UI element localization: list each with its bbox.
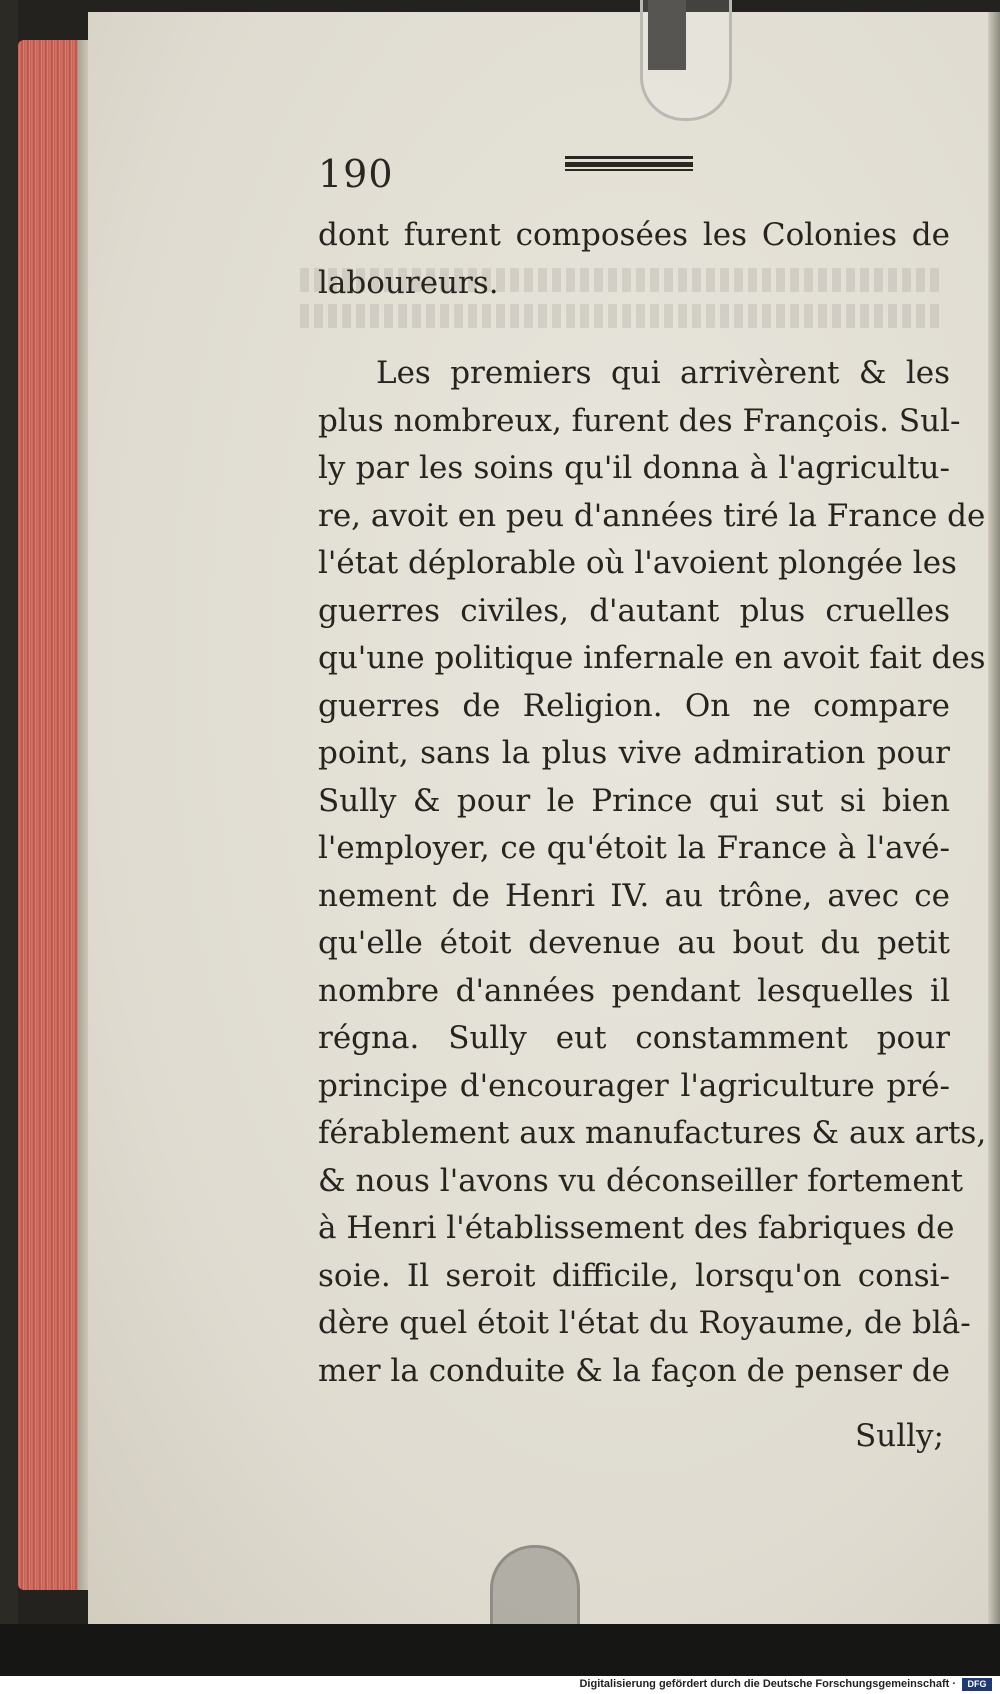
funding-credit: Digitalisierung gefördert durch die Deutsche Forschungsgemeinschaft · <box>579 1678 956 1690</box>
catchword: Sully; <box>855 1418 944 1454</box>
text-line: l'état déplorable où l'avoient plongée les <box>318 545 957 581</box>
page-number: 190 <box>318 152 394 196</box>
text-line: dère quel étoit l'état du Royaume, de blâ- <box>318 1305 971 1341</box>
dfg-logo: DFG <box>962 1678 992 1691</box>
text-line: nombre d'années pendant lesquelles il <box>318 972 950 1009</box>
text-line: principe d'encourager l'agriculture pré- <box>318 1067 950 1104</box>
text-line: férablement aux manufactures & aux arts, <box>318 1115 987 1151</box>
page-right-edge <box>988 12 1000 1624</box>
text-line: guerres de Religion. On ne compare <box>318 687 950 724</box>
text-line: l'employer, ce qu'étoit la France à l'avé- <box>318 830 950 866</box>
text-line: ly par les soins qu'il donna à l'agricultu- <box>318 450 950 486</box>
text-line: plus nombreux, furent des François. Sul- <box>318 402 961 439</box>
text-line: régna. Sully eut constamment pour <box>318 1020 950 1056</box>
text-line: qu'elle étoit devenue au bout du petit <box>318 925 950 961</box>
text-line: à Henri l'établissement des fabriques de <box>318 1210 955 1246</box>
book-cover-edge <box>0 0 18 1694</box>
text-line: re, avoit en peu d'années tiré la France de <box>318 497 986 534</box>
text-line: laboureurs. <box>318 264 499 301</box>
text-line: dont furent composées les Colonies de <box>318 217 950 253</box>
text-line: mer la conduite & la façon de penser de <box>318 1352 950 1389</box>
text-line: guerres civiles, d'autant plus cruelles <box>318 592 950 629</box>
body-text <box>318 212 987 1395</box>
scan-bottom-band <box>0 1624 1000 1676</box>
text-line: point, sans la plus vive admiration pour <box>318 735 950 771</box>
text-line: qu'une politique infernale en avoit fait des <box>318 640 986 676</box>
text-line: & nous l'avons vu déconseiller fortement <box>318 1162 964 1199</box>
header-rule <box>565 156 693 170</box>
text-line: nement de Henri IV. au trône, avec ce <box>318 877 950 914</box>
text-line: Sully & pour le Prince qui sut si bien <box>318 782 950 819</box>
text-line: soie. Il seroit difficile, lorsqu'on consi- <box>318 1257 950 1294</box>
text-line: Les premiers qui arrivèrent & les <box>376 355 950 391</box>
page-holder-clip-top <box>640 0 732 121</box>
